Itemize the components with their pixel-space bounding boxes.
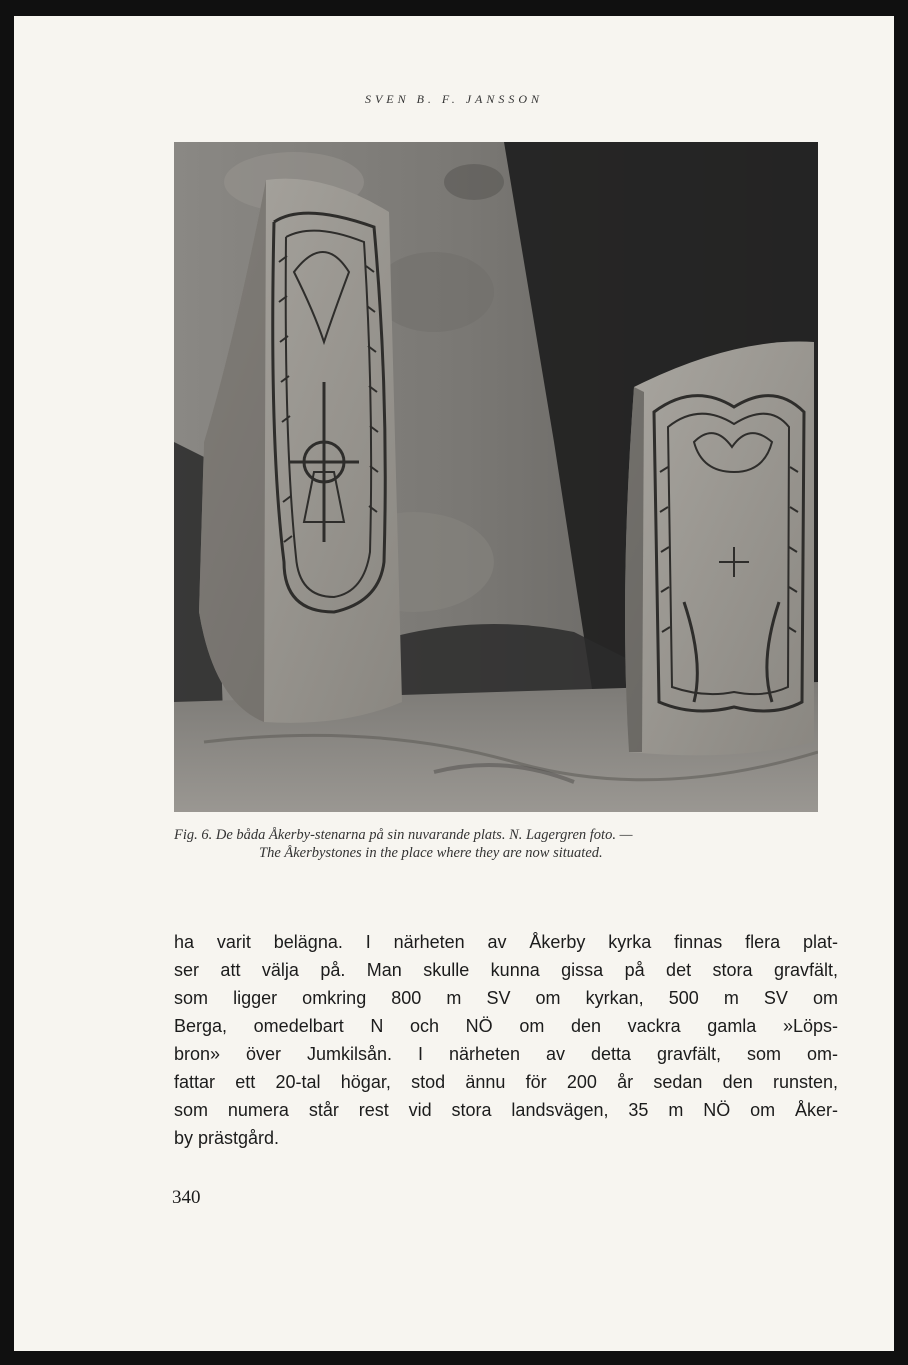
caption-swedish: Fig. 6. De båda Åkerby-stenarna på sin nuvarande plats. N. Lagergren foto. — [174,827,633,843]
runestone-photograph [174,142,818,812]
running-head: SVEN B. F. JANSSON [364,92,544,106]
figure-caption [174,826,824,862]
text-line: by prästgård. [174,1128,280,1148]
book-page [14,16,894,1351]
page-number: 340 [172,1187,201,1208]
text-line: som ligger omkring 800 m SV om kyrkan, 500 m SV om [174,988,838,1008]
text-line: bron» över Jumkilsån. I närheten av detta gravfält, som om- [174,1044,838,1064]
text-line: Berga, omedelbart N och NÖ om den vackra gamla »Löps- [174,1016,838,1036]
text-line: fattar ett 20-tal högar, stod ännu för 200 år sedan den runsten, [174,1072,838,1092]
body-paragraph [174,928,838,1152]
text-line: ha varit belägna. I närheten av Åkerby kyrka finnas flera plat- [174,932,838,952]
text-line: som numera står rest vid stora landsvägen, 35 m NÖ om Åker- [174,1100,838,1120]
text-line: ser att välja på. Man skulle kunna gissa på det stora gravfält, [174,960,838,980]
caption-english: The Åkerbystones in the place where they are now situated. [259,845,603,861]
